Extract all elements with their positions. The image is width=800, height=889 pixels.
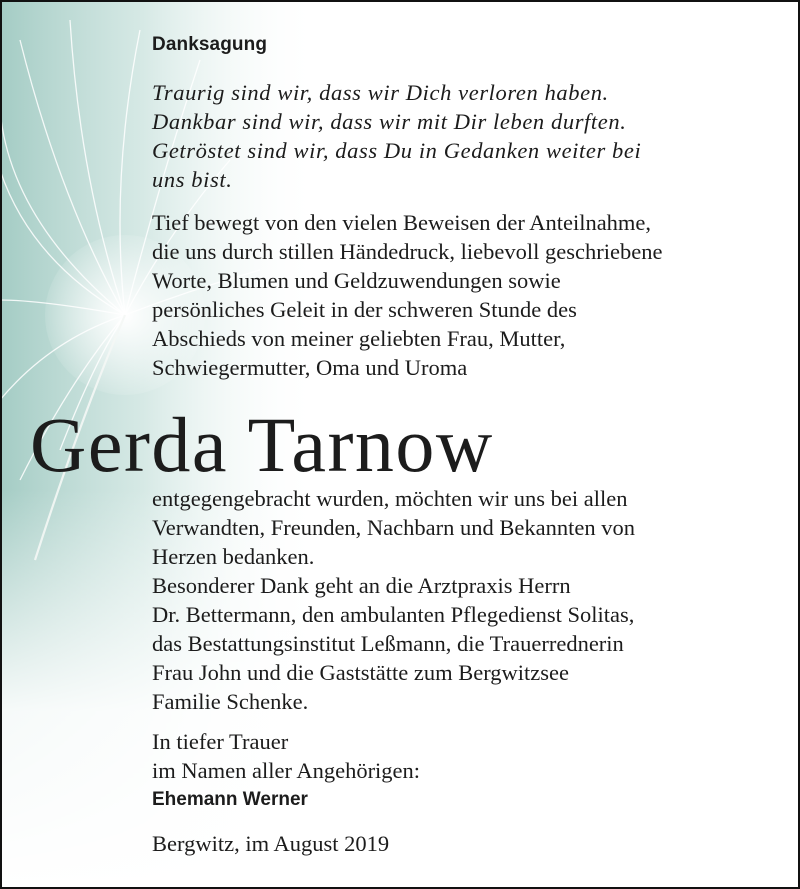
text-line: Familie Schenke. — [152, 689, 309, 714]
text-line: Besonderer Dank geht an die Arztpraxis Herrn — [152, 573, 571, 598]
text-line: entgegengebracht wurden, möchten wir uns bei allen — [152, 486, 628, 511]
thanks-paragraph — [152, 484, 792, 716]
text-line: Schwiegermutter, Oma und Uroma — [152, 355, 468, 380]
closing-line: In tiefer Trauer — [152, 729, 289, 754]
text-line: die uns durch stillen Händedruck, liebevoll geschriebene — [152, 239, 663, 264]
text-line: Worte, Blumen und Geldzuwendungen sowie — [152, 268, 561, 293]
text-line: Herzen bedanken. — [152, 544, 315, 569]
place-date: Bergwitz, im August 2019 — [152, 831, 390, 856]
notice-heading: Danksagung — [152, 34, 268, 55]
signature: Ehemann Werner — [152, 789, 308, 810]
closing-line: im Namen aller Angehörigen: — [152, 758, 421, 783]
text-line: Abschieds von meiner geliebten Frau, Mutter, — [152, 326, 566, 351]
intro-paragraph — [152, 208, 792, 382]
text-line: Dr. Bettermann, den ambulanten Pflegedienst Solitas, — [152, 602, 635, 627]
deceased-name: Gerda Tarnow — [30, 401, 494, 488]
verse-line: Traurig sind wir, dass wir Dich verloren haben. — [152, 80, 609, 105]
text-line: Verwandten, Freunden, Nachbarn und Bekannten von — [152, 515, 635, 540]
verse-line: Getröstet sind wir, dass Du in Gedanken weiter bei — [152, 138, 642, 163]
memorial-verse — [152, 78, 772, 194]
closing-block — [152, 727, 792, 814]
text-line: das Bestattungsinstitut Leßmann, die Trauerrednerin — [152, 631, 624, 656]
text-line: persönliches Geleit in der schweren Stunde des — [152, 297, 577, 322]
verse-line: Dankbar sind wir, dass wir mit Dir leben durften. — [152, 109, 627, 134]
text-line: Frau John und die Gaststätte zum Bergwitzsee — [152, 660, 569, 685]
text-line: Tief bewegt von den vielen Beweisen der Anteilnahme, — [152, 210, 652, 235]
verse-line: uns bist. — [152, 167, 233, 192]
